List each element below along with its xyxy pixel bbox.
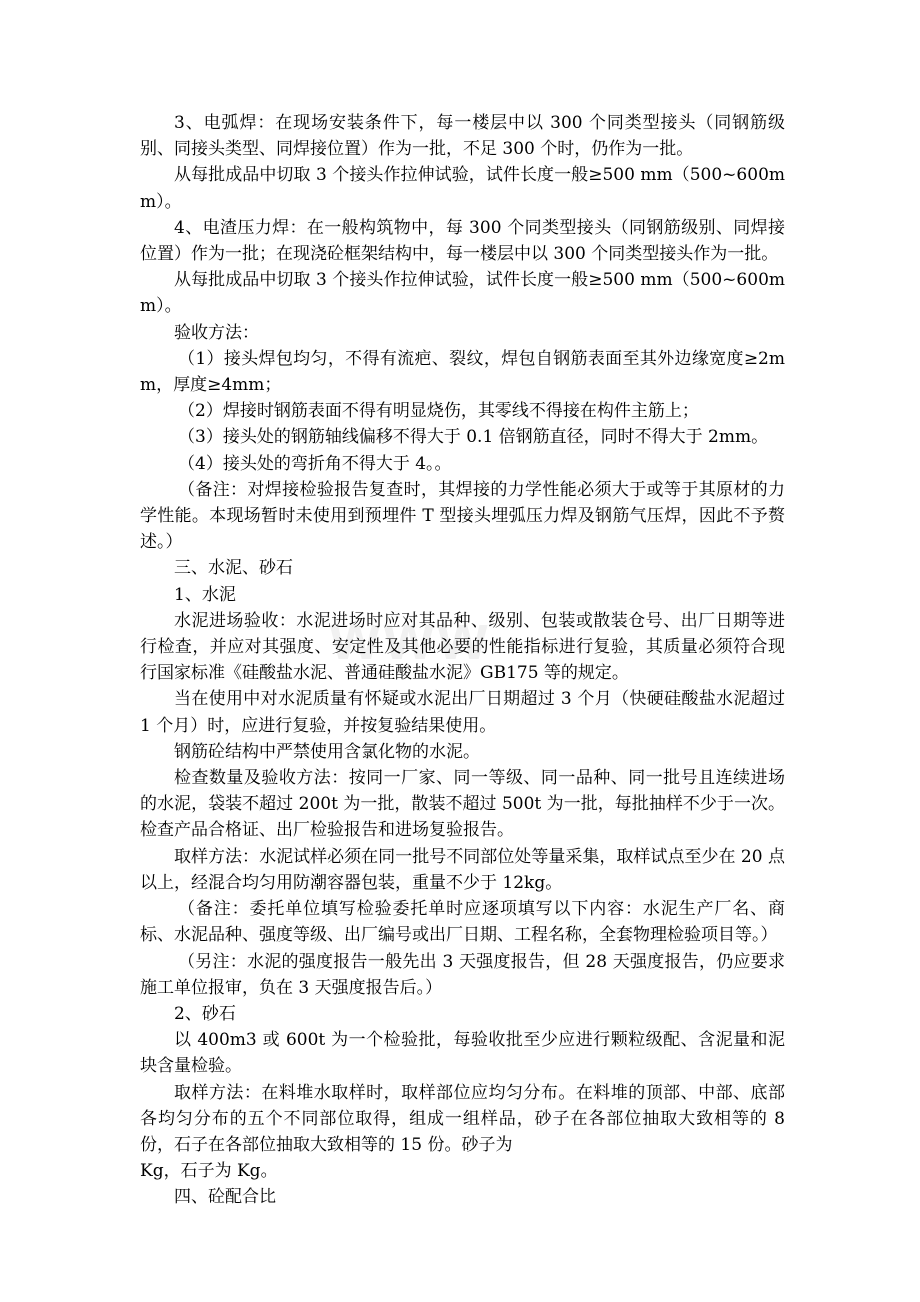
note-paragraph: （另注：水泥的强度报告一般先出 3 天强度报告，但 28 天强度报告，仍应要求施工单位报审，负在 3 天强度报告后。） (140, 951, 785, 998)
list-item: （4）接头处的弯折角不得大于 4。。 (178, 453, 452, 474)
paragraph: 钢筋砼结构中严禁使用含氯化物的水泥。 (174, 741, 480, 762)
paragraph: 取样方法：在料堆水取样时，取样部位应均匀分布。在料堆的顶部、中部、底部各均匀分布的五个不同部位取得，组成一组样品，砂子在各部位抽取大致相等的 8 份，石子在各部位抽取大致相等的 15 份。砂子为 (140, 1082, 785, 1155)
paragraph: 从每批成品中切取 3 个接头作拉伸试验，试件长度一般≥500 mm（500~600mm）。 (140, 270, 785, 317)
paragraph: Kg，石子为 Kg。 (140, 1161, 278, 1182)
section-heading: 三、水泥、砂石 (174, 558, 293, 579)
section-heading: 四、砼配合比 (174, 1187, 276, 1208)
subsection-heading: 2、砂石 (174, 1003, 236, 1024)
watermark: www (330, 601, 492, 673)
paragraph: 当在使用中对水泥质量有怀疑或水泥出厂日期超过 3 个月（快硬硅酸盐水泥超过 1 个月）时，应进行复验，并按复验结果使用。 (140, 689, 785, 736)
paragraph: 3、电弧焊：在现场安装条件下，每一楼层中以 300 个同类型接头（同钢筋级别、同接头类型、同焊接位置）作为一批，不足 300 个时，仍作为一批。 (140, 113, 785, 160)
note-paragraph: （备注：对焊接检验报告复查时，其焊接的力学性能必须大于或等于其原材的力学性能。本现场暂时未使用到预埋件 T 型接头埋弧压力焊及钢筋气压焊，因此不予赘述。） (140, 479, 785, 553)
paragraph: 以 400m3 或 600t 为一个检验批，每验收批至少应进行颗粒级配、含泥量和泥块含量检验。 (140, 1030, 785, 1077)
note-paragraph: （备注：委托单位填写检验委托单时应逐项填写以下内容：水泥生产厂名、商标、水泥品种、强度等级、出厂编号或出厂日期、工程名称，全套物理检验项目等。） (140, 899, 785, 946)
list-item: （3）接头处的钢筋轴线偏移不得大于 0.1 倍钢筋直径，同时不得大于 2mm。 (178, 427, 769, 448)
paragraph: 从每批成品中切取 3 个接头作拉伸试验，试件长度一般≥500 mm（500~600mm）。 (140, 165, 785, 212)
paragraph: 4、电渣压力焊：在一般构筑物中，每 300 个同类型接头（同钢筋级别、同焊接位置）作为一批；在现浇砼框架结构中，每一楼层中以 300 个同类型接头作为一批。 (140, 217, 785, 265)
subsection-heading: 1、水泥 (174, 584, 236, 605)
paragraph: 取样方法：水泥试样必须在同一批号不同部位处等量采集，取样试点至少在 20 点以上，经混合均匀用防潮容器包装，重量不少于 12kg。 (140, 846, 785, 893)
paragraph: 检查数量及验收方法：按同一厂家、同一等级、同一品种、同一批号且连续进场的水泥，袋装不超过 200t 为一批，散装不超过 500t 为一批，每批抽样不少于一次。检查产品合格证、出厂检验报告和进场复验报告。 (140, 768, 785, 841)
list-item: （1）接头焊包均匀，不得有流疤、裂纹，焊包自钢筋表面至其外边缘宽度≥2mm，厚度≥4mm； (140, 348, 785, 396)
paragraph: 水泥进场验收：水泥进场时应对其品种、级别、包装或散装仓号、出厂日期等进行检查，并应对其强度、安定性及其他必要的性能指标进行复验，其质量必须符合现行国家标准《硅酸盐水泥、普通硅酸盐水泥》GB175 等的规定。 (140, 610, 785, 684)
document-body (140, 110, 785, 1211)
list-item: （2）焊接时钢筋表面不得有明显烧伤，其零线不得接在构件主筋上； (178, 401, 699, 422)
paragraph: 验收方法： (174, 322, 259, 343)
